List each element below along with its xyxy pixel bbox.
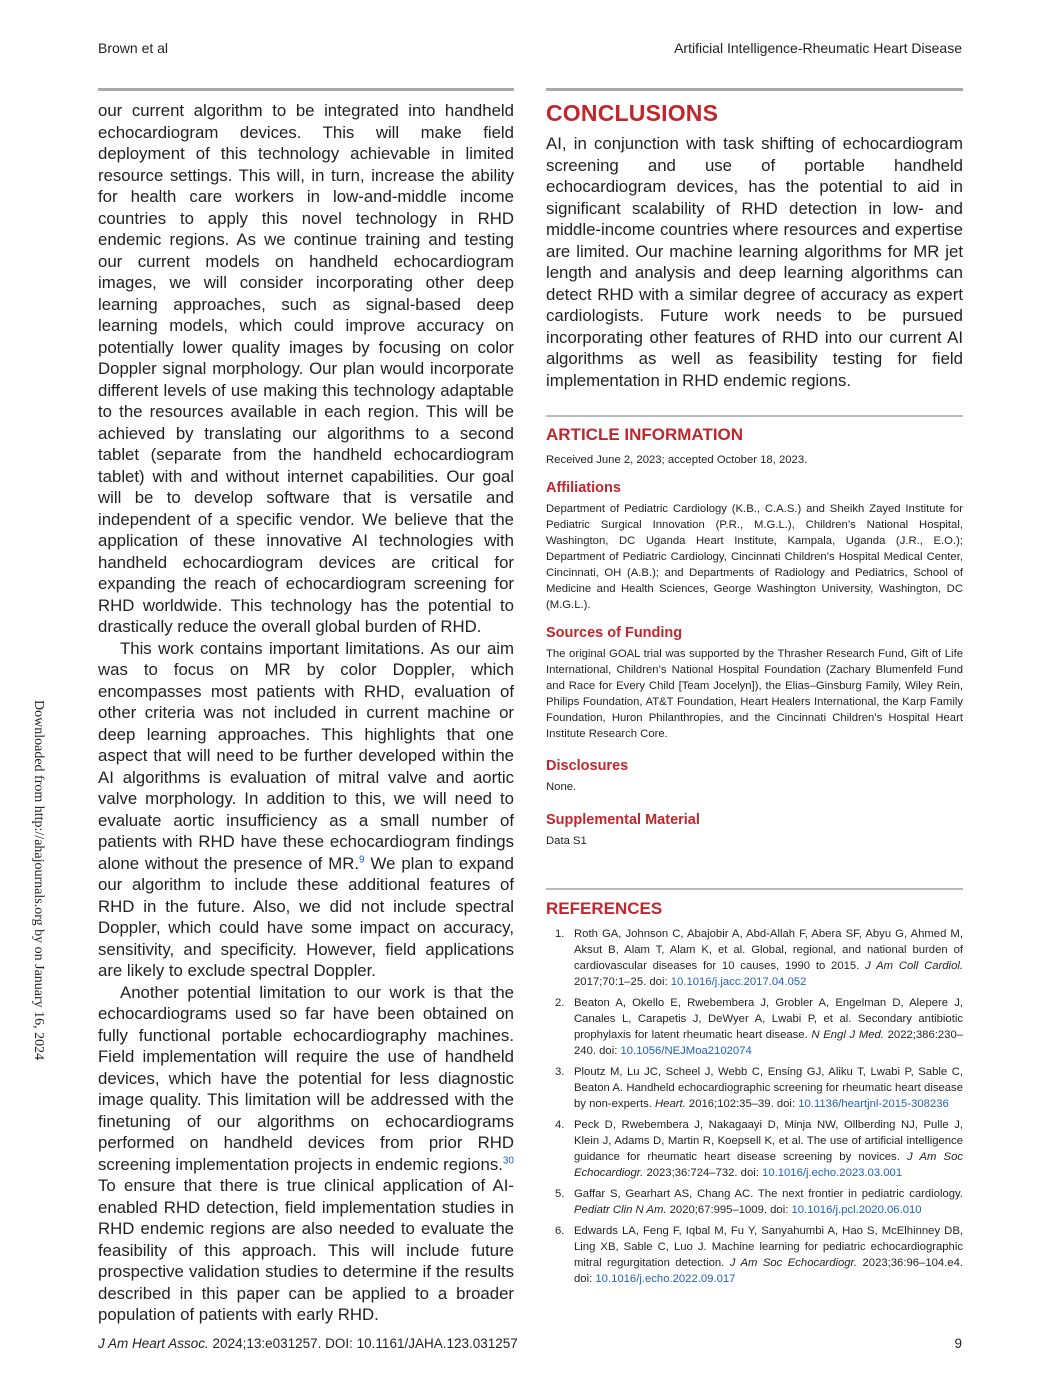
reference-list <box>546 926 963 1292</box>
supplemental-heading: Supplemental Material <box>546 812 700 828</box>
reference-item: 5. Gaffar S, Gearhart AS, Chang AC. The next frontier in pediatric cardiology. Pediatr Clin N Am. 2020;67:995–1009. doi: 10.1016/j.pcl.2020.06.010 <box>555 1188 963 1216</box>
section-divider <box>546 415 963 417</box>
doi-link[interactable]: 10.1056/NEJMoa2102074 <box>620 1045 752 1057</box>
left-column-rule <box>98 88 514 91</box>
doi-link[interactable]: 10.1016/j.echo.2023.03.001 <box>762 1167 903 1179</box>
reference-item: 3. Ploutz M, Lu JC, Scheel J, Webb C, Ensing GJ, Aliku T, Lwabi P, Sable C, Beaton A. Handheld echocardiographic screening for rheumatic heart disease by non-experts. Heart. 2016;102:35–39. doi: 10.1136/heartjnl-2015-308236 <box>555 1066 963 1110</box>
reference-item: 1. Roth GA, Johnson C, Abajobir A, Abd-Allah F, Abera SF, Abyu G, Ahmed M, Aksut B, Alam T, Alam K, et al. Global, regional, and national burden of cardiovascular diseases for 10 causes, 1990 to 2015. J Am Coll Cardiol. 2017;70:1–25. doi: 10.1016/j.jacc.2017.04.052 <box>555 928 964 988</box>
citation-link[interactable]: 30 <box>502 1154 514 1166</box>
doi-link[interactable]: 10.1136/heartjnl-2015-308236 <box>798 1098 949 1110</box>
doi-link[interactable]: 10.1016/j.echo.2022.09.017 <box>595 1273 736 1285</box>
conclusions-text: AI, in conjunction with task shifting of echocardiogram screening and use of portable handheld echocardiogram devices, has the potential to aid in significant scalability of RHD detection in low- and middle-income countries where resources and expertise are limited. Our machine learning algorithms for MR jet length and analysis and deep learning algorithms can detect RHD with a similar degree of accuracy as expert cardiologists. Future work needs to be pursued incorporating other features of RHD into our current AI algorithms as well as feasibility testing for field implementation in RHD endemic regions. <box>546 134 963 390</box>
body-paragraph: our current algorithm to be integrated into handheld echocardiogram devices. This will make field deployment of this technology achievable in limited resource settings. This will, in turn, increase the ability for health care workers in low-and-middle income countries to apply this novel technology in RHD endemic regions. As we continue training and testing our current models on handheld echocardiogram images, we will consider incorporating other deep learning approaches, such as signal-based deep learning models, which could improve accuracy on potentially lower quality images by focusing on color Doppler signal morphology. Our plan would incorporate different levels of use making this technology adaptable to the resources available in each region. This will be achieved by translating our algorithms to a second tablet (separate from the handheld echocardiogram tablet) with and without internet capabilities. Our goal will be to develop software that is versatile and independent of a specific vendor. We believe that the application of these innovative AI technologies with handheld echocardiogram devices are critical for expanding the reach of echocardiogram screening for RHD worldwide. This technology has the potential to drastically reduce the overall global burden of RHD. <box>98 101 514 636</box>
disclosures-text: None. <box>546 781 577 793</box>
running-header-authors: Brown et al <box>98 40 169 56</box>
download-side-note: Downloaded from http://ahajournals.org by on January 16, 2024 <box>31 700 46 1061</box>
page-number: 9 <box>954 1336 962 1351</box>
article-information-heading: ARTICLE INFORMATION <box>546 425 744 444</box>
affiliations-text: Department of Pediatric Cardiology (K.B., C.A.S.) and Sheikh Zayed Institute for Pediatric Surgical Innovation (P.R., M.G.L.), Children’s National Hospital, Washington, DC Uganda Heart Institute, Kampala, Uganda (J.R., E.O.); Department of Pediatric Cardiology, Cincinnati Children’s Hospital Medical Center, Cincinnati, OH (A.B.); and Departments of Radiology and Pediatrics, School of Medicine and Health Sciences, George Washington University, Washington, DC (M.G.L.). <box>546 503 963 611</box>
doi-link[interactable]: 10.1016/j.pcl.2020.06.010 <box>791 1204 922 1216</box>
disclosures-heading: Disclosures <box>546 758 629 774</box>
body-paragraph-handheld: Another potential limitation to our work is that the echocardiograms used so far have been obtained on fully functional portable echocardiography machines. Field implementation will require the use of handheld devices, which have the potential for less diagnostic image quality. This limitation will be addressed with the finetuning of our algorithms on echocardiograms performed on handheld devices from prior RHD screening implementation projects in endemic regions.$^{30}$ To ensure that there is true clinical application of AI-enabled RHD detection, field implementation studies in RHD endemic regions are also needed to evaluate the feasibility of this approach. This will include future prospective validation studies to determine if the results described in this paper can be applied to a broader population of patients with early RHD. <box>98 982 514 1324</box>
running-header-title: Artificial Intelligence-Rheumatic Heart Disease <box>674 40 962 56</box>
citation-link[interactable]: 9 <box>359 853 365 865</box>
supplemental-text: Data S1 <box>546 835 587 847</box>
reference-item: 2. Beaton A, Okello E, Rwebembera J, Grobler A, Engelman D, Alepere J, Canales L, Carapetis J, DeWyer A, Lwabi P, et al. Secondary antibiotic prophylaxis for latent rheumatic heart disease. N Engl J Med. 2022;386:230–240. doi: 10.1056/NEJMoa2102074 <box>555 997 964 1057</box>
right-column-rule <box>546 88 963 91</box>
affiliations-heading: Affiliations <box>546 480 621 496</box>
section-divider <box>546 888 963 890</box>
left-column-body <box>98 100 514 1326</box>
reference-item: 4. Peck D, Rwebembera J, Nakagaayi D, Minja NW, Ollberding NJ, Pulle J, Klein J, Adams D, Martin R, Koepsell K, et al. The use of artificial intelligence guidance for rheumatic heart disease screening by novices. J Am Soc Echocardiogr. 2023;36:724–732. doi: 10.1016/j.echo.2023.03.001 <box>555 1119 964 1179</box>
funding-heading: Sources of Funding <box>546 625 683 641</box>
funding-text: The original GOAL trial was supported by the Thrasher Research Fund, Gift of Life International, Children’s National Hospital Foundation (Zachary Blumenfeld Fund and Race for Every Child [Team Jocelyn]), the Elias–Ginsburg Family, Wiley Rein, Philips Foundation, AT&T Foundation, Heart Healers International, the Karp Family Foundation, Huron Philanthropies, and the Cincinnati Children’s Hospital Heart Institute Research Core. <box>546 648 963 740</box>
doi-link[interactable]: 10.1016/j.jacc.2017.04.052 <box>670 976 807 988</box>
footer-citation: J Am Heart Assoc. 2024;13:e031257. DOI: 10.1161/JAHA.123.031257 <box>98 1336 518 1351</box>
conclusions-heading: CONCLUSIONS <box>546 100 719 126</box>
body-paragraph-limitations: This work contains important limitations. As our aim was to focus on MR by color Doppler, which encompasses most patients with RHD, evaluation of other criteria was not included in current machine or deep learning approaches. This highlights that one aspect that will need to be further developed within the AI algorithms is evaluation of mitral valve and aortic valve morphology. In addition to this, we will need to evaluate aortic insufficiency as a small number of patients with RHD have these echocardiogram findings alone without the presence of MR.$^9$ We plan to expand our algorithm to include these additional features of RHD in the future. Also, we did not include spectral Doppler, which could have some impact on accuracy, sensitivity, and specificity. However, field applications are likely to exclude spectral Doppler. <box>98 638 514 980</box>
references-heading: REFERENCES <box>546 899 663 918</box>
received-dates: Received June 2, 2023; accepted October 18, 2023. <box>546 454 808 466</box>
reference-item: 6. Edwards LA, Feng F, Iqbal M, Fu Y, Sanyahumbi A, Hao S, McElhinney DB, Ling XB, Sable C, Luo J. Machine learning for pediatric echocardiographic mitral regurgitation detection. J Am Soc Echocardiogr. 2023;36:96–104.e4. doi: 10.1016/j.echo.2022.09.017 <box>555 1225 964 1285</box>
